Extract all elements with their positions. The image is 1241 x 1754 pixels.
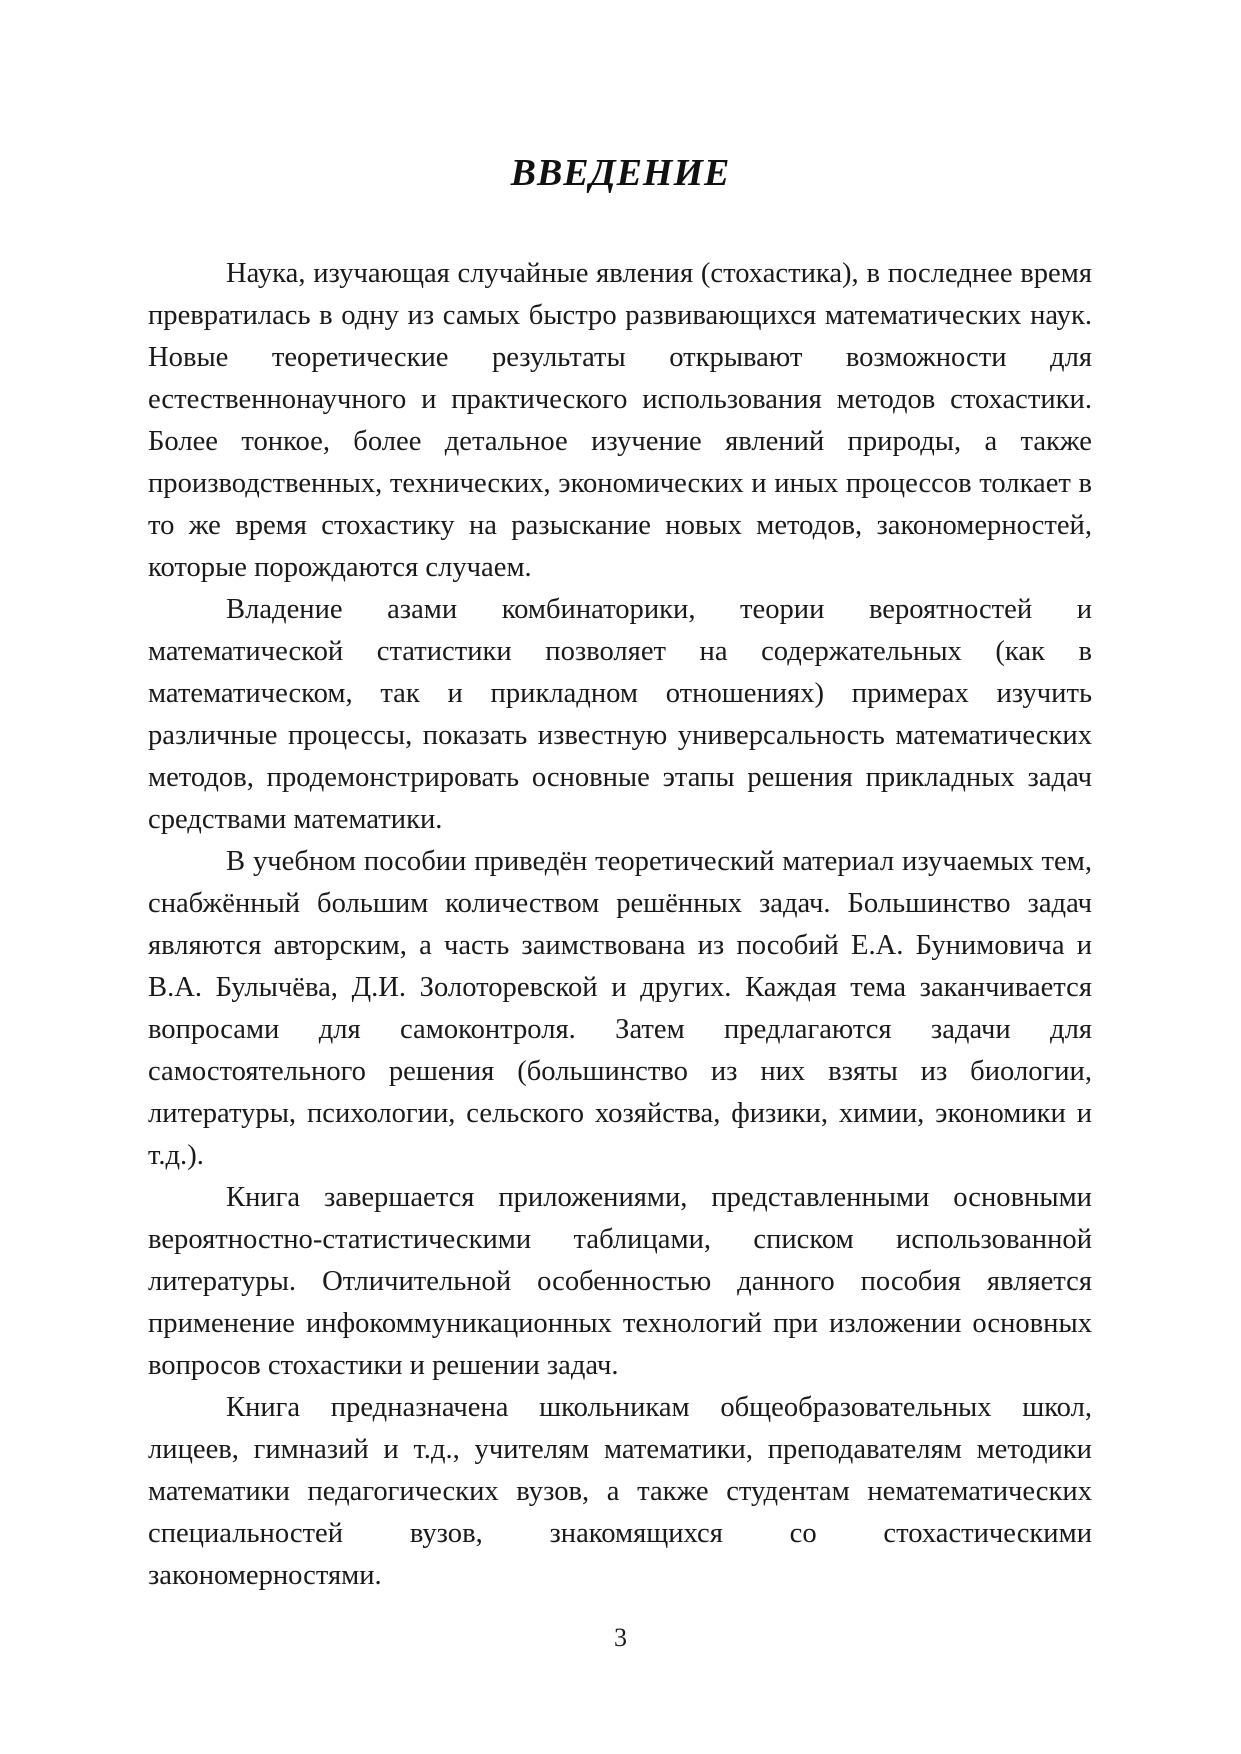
page-title: ВВЕДЕНИЕ [510,152,731,194]
page-number: 3 [614,1623,627,1652]
paragraph: Книга завершается приложениями, представленными основными вероятностно-статистическими таблицами, списком использованной литературы. Отличительной особенностью данного пособия является применение инфокоммуникационных технологий при изложении основных вопросов стохастики и решении задач. [148,1182,1092,1381]
paragraph: В учебном пособии приведён теоретический материал изучаемых тем, снабжённый большим количеством решённых задач. Большинство задач являются авторским, а часть заимствована из пособий Е.А. Бунимовича и В.А. Булычёва, Д.И. Золоторевской и других. Каждая тема заканчивается вопросами для самоконтроля. Затем предлагаются задачи для самостоятельного решения (большинство из них взяты из биологии, литературы, психологии, сельского хозяйства, физики, химии, экономики и т.д.). [148,846,1092,1171]
body-text [148,253,1092,1597]
paragraph: Книга предназначена школьникам общеобразовательных школ, лицеев, гимназий и т.д., учителям математики, преподавателям методики математики педагогических вузов, а также студентам нематематических специальностей вузов, знакомящихся со стохастическими закономерностями. [148,1392,1092,1591]
paragraph: Наука, изучающая случайные явления (стохастика), в последнее время превратилась в одну из самых быстро развивающихся математических наук. Новые теоретические результаты открывают возможности для естественнонаучного и практического использования методов стохастики. Более тонкое, более детальное изучение явлений природы, а также производственных, технических, экономических и иных процессов толкает в то же время стохастику на разыскание новых методов, закономерностей, которые порождаются случаем. [148,258,1092,583]
paragraph: Владение азами комбинаторики, теории вероятностей и математической статистики позволяет на содержательных (как в математическом, так и прикладном отношениях) примерах изучить различные процессы, показать известную универсальность математических методов, продемонстрировать основные этапы решения прикладных задач средствами математики. [148,594,1092,835]
